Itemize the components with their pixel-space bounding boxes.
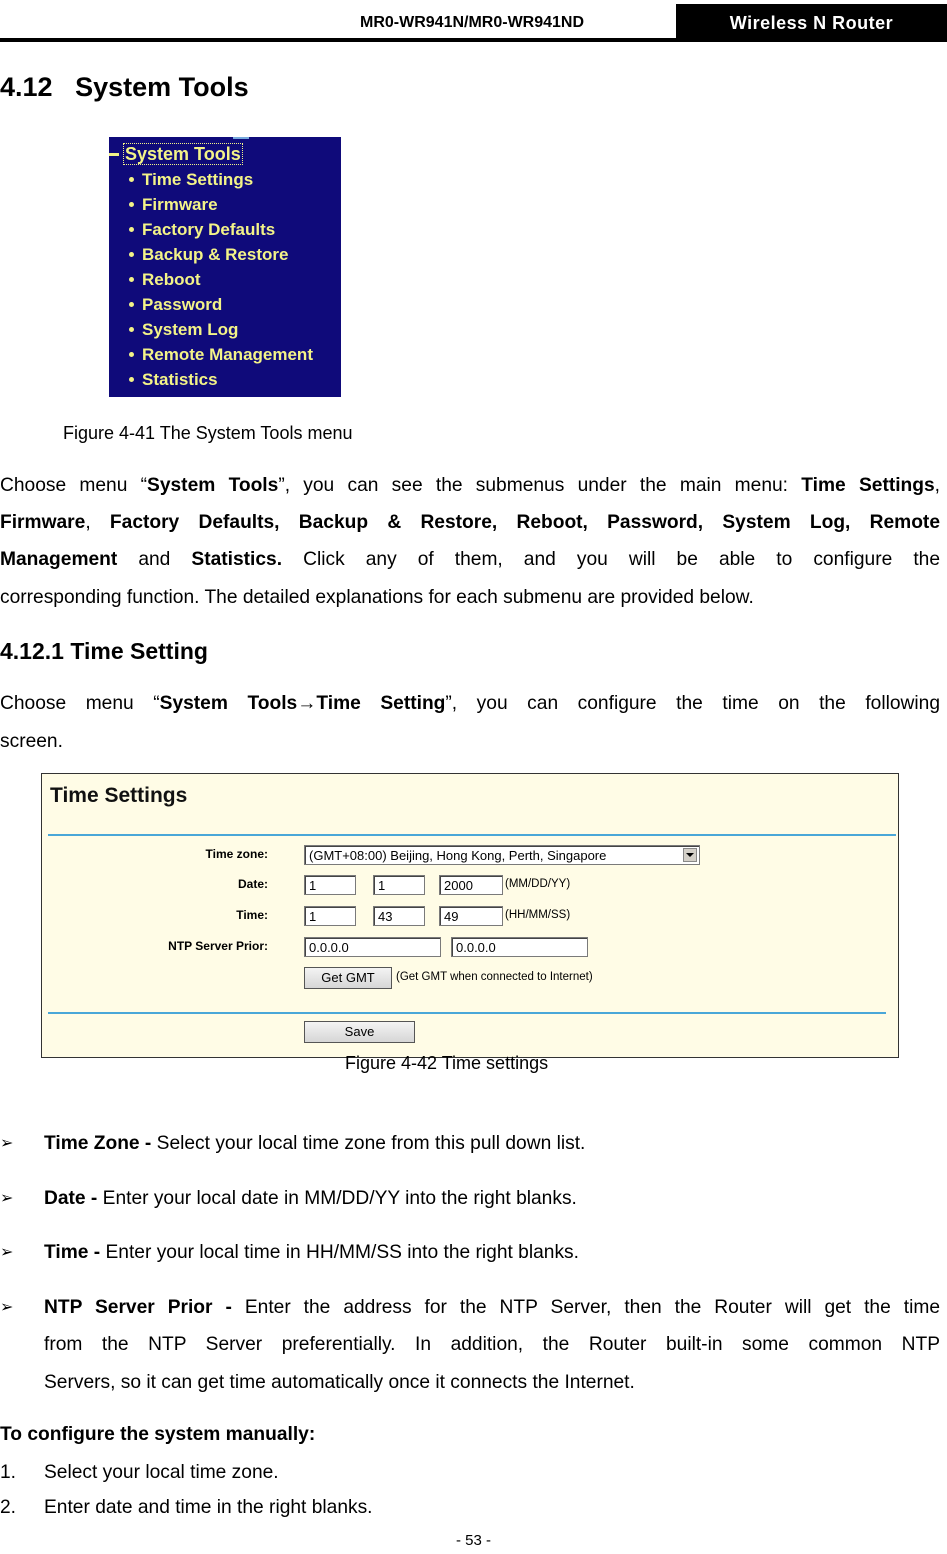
subsection-title: Time Setting (70, 638, 208, 664)
chevron-down-icon[interactable] (683, 848, 697, 862)
time-settings-title: Time Settings (50, 784, 188, 807)
menu-item-label: Statistics (142, 370, 218, 389)
menu-item-statistics[interactable] (127, 367, 313, 392)
step-1 (0, 1455, 940, 1491)
bullet-icon (129, 202, 134, 207)
arrow-bullet-icon: ➢ (0, 1190, 14, 1207)
arrow-bullet-icon: ➢ (0, 1299, 14, 1316)
date-label: Date: (237, 877, 268, 891)
menu-item-label: Time Settings (142, 170, 254, 189)
header-product: Wireless N Router (676, 4, 947, 42)
step-text: Select your local time zone. (44, 1462, 279, 1483)
bullet-icon (129, 277, 134, 282)
time-second-input[interactable]: 49 (439, 906, 503, 926)
timezone-select[interactable] (304, 845, 700, 865)
header-rule (0, 38, 947, 42)
bullet-ntp-line-2: from the NTP Server preferentially. In addition, the Router built-in some common NTP (44, 1334, 940, 1355)
time-settings-panel (41, 773, 899, 1058)
intro-line-3: Management and Statistics. Click any of them, and you will be able to configure the (0, 549, 940, 570)
timezone-value: (GMT+08:00) Beijing, Hong Kong, Perth, Singapore (309, 848, 607, 863)
bullet-icon (129, 227, 134, 232)
step-text: Enter date and time in the right blanks. (44, 1497, 373, 1518)
time-hour-input[interactable]: 1 (304, 906, 356, 926)
section-heading (0, 72, 249, 103)
ntp-server-1-input[interactable]: 0.0.0.0 (304, 937, 441, 957)
bullet-icon (129, 327, 134, 332)
system-tools-menu (109, 137, 341, 397)
step-2 (0, 1490, 940, 1526)
get-gmt-note: (Get GMT when connected to Internet) (396, 971, 593, 983)
date-year-input[interactable]: 2000 (439, 875, 503, 895)
date-day-input[interactable]: 1 (373, 875, 425, 895)
menu-item-firmware[interactable] (127, 192, 313, 217)
bullet-icon (129, 377, 134, 382)
date-month-input[interactable]: 1 (304, 875, 356, 895)
menu-item-label: Reboot (142, 270, 201, 289)
intro-line-4: corresponding function. The detailed explanations for each submenu are provided below. (0, 587, 754, 608)
section-number: 4.12 (0, 72, 53, 102)
menu-item-time-settings[interactable] (127, 167, 313, 192)
menu-item-backup-restore[interactable] (127, 242, 313, 267)
section-title: System Tools (75, 72, 249, 102)
menu-collapse-icon[interactable] (109, 153, 119, 156)
step-number: 1. (0, 1462, 17, 1483)
menu-item-label: Firmware (142, 195, 218, 214)
subsection-heading (0, 638, 208, 665)
intro-line-2: Firmware, Factory Defaults, Backup & Restore, Reboot, Password, System Log, Remote (0, 512, 940, 533)
date-format-note: (MM/DD/YY) (505, 878, 571, 890)
menu-item-reboot[interactable] (127, 267, 313, 292)
time-minute-input[interactable]: 43 (373, 906, 425, 926)
menu-item-label: Factory Defaults (142, 220, 276, 239)
manual-heading: To configure the system manually: (0, 1424, 316, 1445)
get-gmt-button[interactable]: Get GMT (304, 967, 392, 989)
choose-line-1: Choose menu “System Tools→Time Setting”, you can configure the time on the following (0, 693, 940, 714)
figure-42-caption: Figure 4-42 Time settings (345, 1053, 549, 1073)
time-format-note: (HH/MM/SS) (505, 909, 571, 921)
menu-item-password[interactable] (127, 292, 313, 317)
subsection-number: 4.12.1 (0, 638, 64, 664)
bullet-icon (129, 252, 134, 257)
menu-item-label: Backup & Restore (142, 245, 289, 264)
menu-item-remote-management[interactable] (127, 342, 313, 367)
bullet-icon (129, 177, 134, 182)
page-number: - 53 - (455, 1532, 491, 1549)
intro-line-1: Choose menu “System Tools”, you can see the submenus under the main menu: Time Settings, (0, 475, 941, 496)
bottom-divider (48, 1012, 886, 1014)
menu-item-label: Password (142, 295, 223, 314)
choose-line-2: screen. (0, 731, 63, 752)
menu-item-system-log[interactable] (127, 317, 313, 342)
menu-root-system-tools[interactable]: System Tools (125, 144, 241, 164)
menu-list (127, 167, 313, 392)
timezone-label: Time zone: (205, 847, 268, 861)
bullet-icon (129, 352, 134, 357)
menu-item-label: Remote Management (142, 345, 313, 364)
arrow-bullet-icon: ➢ (0, 1135, 14, 1152)
header-model: MR0-WR941N/MR0-WR941ND (360, 14, 585, 31)
bullet-icon (129, 302, 134, 307)
arrow-bullet-icon: ➢ (0, 1244, 14, 1261)
menu-top-line (233, 137, 249, 139)
save-button[interactable]: Save (304, 1021, 415, 1043)
step-number: 2. (0, 1497, 17, 1518)
time-label: Time: (236, 908, 268, 922)
ntp-label: NTP Server Prior: (168, 939, 268, 953)
figure-41-caption: Figure 4-41 The System Tools menu (63, 423, 353, 443)
menu-item-label: System Log (142, 320, 239, 339)
top-divider (48, 834, 896, 836)
ntp-server-2-input[interactable]: 0.0.0.0 (451, 937, 588, 957)
menu-item-factory-defaults[interactable] (127, 217, 313, 242)
bullet-ntp-line-3: Servers, so it can get time automatically once it connects the Internet. (44, 1372, 635, 1393)
